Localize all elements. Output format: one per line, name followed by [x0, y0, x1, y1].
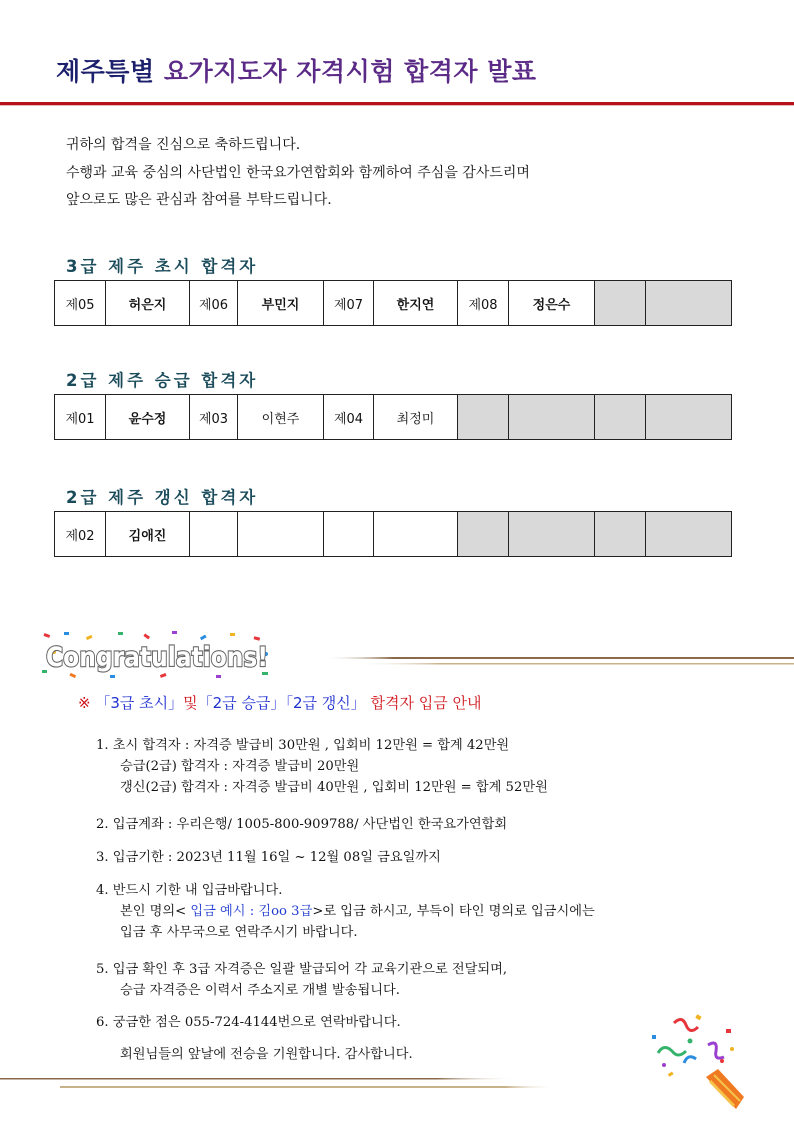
section-heading-2nd-renewal: 2급 제주 갱신 합격자 [66, 488, 259, 507]
candidate-name: 허은지 [106, 281, 190, 326]
empty-cell [595, 281, 646, 326]
table-row [55, 512, 732, 557]
payment-notice-heading [78, 692, 481, 713]
decorative-divider-right [322, 657, 794, 667]
decorative-divider-bottom [0, 1074, 560, 1090]
notice-quote-upgrade: 「2급 승급」 [197, 694, 286, 712]
notice-quote-3rd: 「3급 초시」 [95, 694, 184, 712]
empty-cell [190, 512, 238, 557]
title-part2: 요가지도자 자격시험 합격자 발표 [163, 57, 537, 86]
candidate-number: 제06 [190, 281, 238, 326]
list-item-contact: 6. 궁금한 점은 055-724-4144번으로 연락바랍니다. [96, 1015, 401, 1030]
empty-cell [646, 395, 732, 440]
header-divider-shadow [0, 105, 794, 106]
candidate-name: 이현주 [238, 395, 324, 440]
empty-cell [595, 512, 646, 557]
title-part1: 제주특별 [56, 57, 164, 86]
section-heading-2nd-upgrade: 2급 제주 승급 합격자 [66, 371, 259, 390]
candidate-name: 최정미 [374, 395, 458, 440]
candidate-number: 제08 [458, 281, 509, 326]
candidate-name: 김애진 [106, 512, 190, 557]
empty-cell [646, 512, 732, 557]
list-item-delivery: 5. 입금 확인 후 3급 자격증은 일괄 발급되어 각 교육기관으로 전달되며, 승급 자격증은 이력서 주소지로 개별 발송됩니다. [96, 962, 508, 998]
empty-cell [324, 512, 374, 557]
candidate-number: 제01 [55, 395, 106, 440]
empty-cell [509, 512, 595, 557]
intro-line: 앞으로도 많은 관심과 참여를 부탁드립니다. [66, 192, 332, 208]
candidate-number: 제02 [55, 512, 106, 557]
candidate-name: 한지연 [374, 281, 458, 326]
party-popper-icon [644, 1005, 744, 1110]
result-table-2nd-renewal [54, 511, 732, 557]
notice-quote-renewal: 「2급 갱신」 [285, 694, 366, 712]
list-item-fees: 1. 초시 합격자 : 자격증 발급비 30만원 , 입회비 12만원 = 합계 42만원 승급(2급) 합격자 : 자격증 발급비 20만원 갱신(2급) 합격자 : 자격증 발급비 40만원 , 입회비 12만원 = 합계 52만원 [96, 738, 548, 795]
reference-mark: ※ [78, 694, 96, 712]
notice-rest: 합격자 입금 안내 [365, 694, 482, 712]
candidate-number: 제07 [324, 281, 374, 326]
table-row [55, 281, 732, 326]
empty-cell [458, 512, 509, 557]
intro-text [66, 132, 530, 215]
empty-cell [458, 395, 509, 440]
list-item-instructions: 4. 반드시 기한 내 입금바랍니다. 본인 명의< 입금 예시 : 김oo 3급>로 입금 하시고, 부득이 타인 명의로 입금시에는 입금 후 사무국으로 연락주시기 바랍니다. [96, 883, 595, 940]
empty-cell [374, 512, 458, 557]
congratulations-logo [40, 630, 275, 680]
list-item-deadline: 3. 입금기한 : 2023년 11월 16일 ~ 12월 08일 금요일까지 [96, 850, 441, 865]
section-heading-3rd-initial: 3급 제주 초시 합격자 [66, 257, 259, 276]
candidate-name: 윤수정 [106, 395, 190, 440]
candidate-number: 제04 [324, 395, 374, 440]
candidate-name: 정은수 [509, 281, 595, 326]
notice-and: 및 [183, 694, 198, 712]
result-table-2nd-upgrade [54, 394, 732, 440]
table-row [55, 395, 732, 440]
empty-cell [595, 395, 646, 440]
empty-cell [238, 512, 324, 557]
candidate-name: 부민지 [238, 281, 324, 326]
closing-message: 회원님들의 앞날에 전승을 기원합니다. 감사합니다. [120, 1047, 413, 1062]
candidate-number: 제03 [190, 395, 238, 440]
deposit-example: 입금 예시 : 김oo 3급 [190, 904, 313, 919]
intro-line: 귀하의 합격을 진심으로 축하드립니다. [66, 137, 301, 153]
intro-line: 수행과 교육 중심의 사단법인 한국요가연합회와 함께하여 주심을 감사드리며 [66, 164, 530, 181]
congratulations-text: Congratulations! [46, 642, 268, 673]
empty-cell [646, 281, 732, 326]
candidate-number: 제05 [55, 281, 106, 326]
result-table-3rd-initial [54, 280, 732, 326]
list-item-account: 2. 입금계좌 : 우리은행/ 1005-800-909788/ 사단법인 한국요가연합회 [96, 817, 508, 832]
empty-cell [509, 395, 595, 440]
page-title [56, 52, 537, 88]
